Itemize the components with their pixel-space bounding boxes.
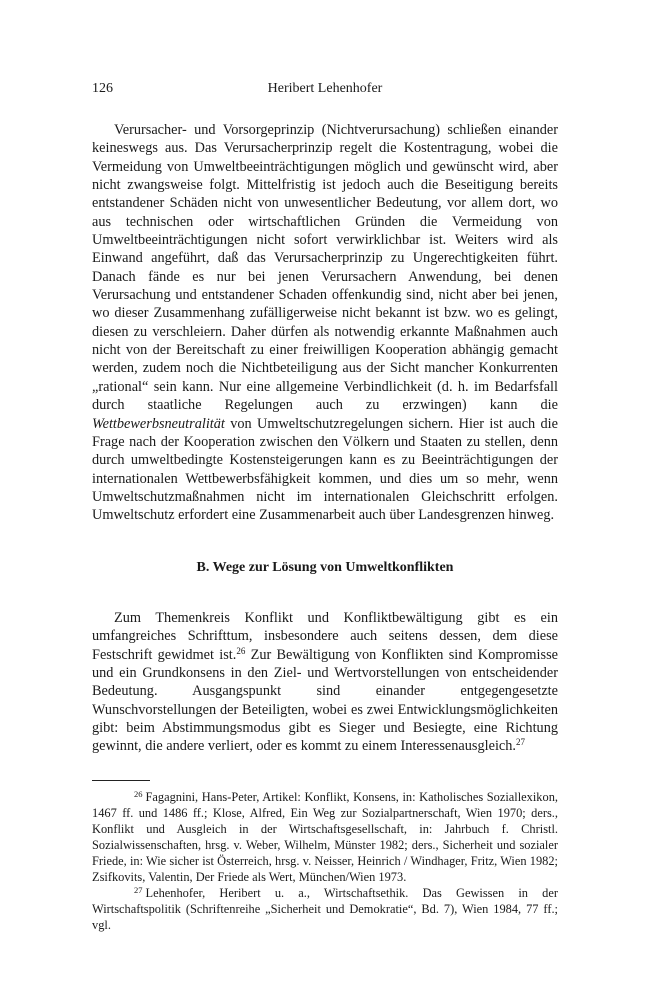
paragraph-text: Zum Themenkreis Konflikt und Konfliktbewältigung gibt es ein umfangreiches Schrifttum, insbesondere auch seitens dessen, dem diese Festschrift gewidmet ist. [92, 609, 558, 663]
footnote-divider [92, 780, 150, 781]
footnote-ref[interactable]: 26 [236, 645, 246, 656]
footnote [92, 789, 558, 886]
section-heading: B. Wege zur Lösung von Umweltkonflikten [196, 559, 454, 575]
footnote [92, 885, 558, 933]
page-number: 126 [92, 81, 113, 96]
paragraph [92, 609, 558, 756]
paragraph-text: von Umweltschutzregelungen sichern. Hier ist auch die Frage nach der Kooperation zwischen den Völkern und Staaten zu stellen, denn durch umweltbedingte Kostensteigerungen kann es zu Beeinträchtigungen der internationalen Wettbewerbsfähigkeit kommen, und dies um so mehr, wenn Umweltschutzmaßnahmen nicht im internationalen Gleichschritt erfolgen. Umweltschutz erfordert eine Zusammenarbeit auch über Landesgrenzen hinweg. [92, 415, 558, 524]
footnote-number: 27 [134, 885, 143, 896]
footnote-text: Lehenhofer, Heribert u. a., Wirtschaftsethik. Das Gewissen in der Wirtschaftspolitik (Schriftenreihe „Sicherheit und Demokratie“, Bd. 7), Wien 1984, 77 ff.; vgl. [92, 886, 558, 933]
paragraph [92, 121, 558, 525]
main-text [92, 121, 558, 934]
paragraph-text: Verursacher- und Vorsorgeprinzip (Nichtverursachung) schließen einander keineswegs aus. Das Verursacherprinzip regelt die Kostentragung, wobei die Vermeidung von Umweltbeeinträchtigungen möglich und gewünscht wird, aber nicht zwangsweise folgt. Mittelfristig ist jedoch auch die Beseitigung bereits entstandener Schäden nicht von unwesentlicher Bedeutung, vor allem dort, wo aus technischen oder wirtschaftlichen Gründen die Vermeidung von Umweltbeeinträchtigungen nicht sofort verwirklichbar ist. Weiters wird als Einwand angeführt, daß das Verursacherprinzip zu Ungerechtigkeiten führt. Danach fände es nur bei jenen Verursachern Anwendung, bei denen Verursachung und entstandener Schaden offenkundig sind, nicht aber bei jenen, wo dieser Zusammenhang zufälligerweise nicht bekannt ist bzw. wo es gelingt, diesen zu verschleiern. Daher dürfen als notwendig erkannte Maßnahmen auch nicht von der Bereitschaft zu einer freiwilligen Kooperation abhängig gemacht werden, zudem noch die Nichtbeteiligung aus der Sicht mancher Konkurrenten „rational“ sein kann. Nur eine allgemeine Verbindlichkeit (d. h. im Bedarfsfall durch staatliche Regelungen auch zu erzwingen) kann die [92, 122, 558, 414]
running-head: Heribert Lehenhofer [267, 81, 383, 96]
footnote-text: Fagagnini, Hans-Peter, Artikel: Konflikt, Konsens, in: Katholisches Soziallexikon, 1467 ff. und 1486 ff.; Klose, Alfred, Ein Weg zur Sozialpartnerschaft, Wien 1970; ders., Konflikt und Ausgleich in der Wirtschaftsgesellschaft, in: Jahrbuch f. Christl. Sozialwissenschaften, hrsg. v. Weber, Wilhelm, Münster 1982; ders., Sicherheit und sozialer Friede, in: Wie sicher ist Österreich, hrsg. v. Neisser, Heinrich / Windhager, Fritz, Wien 1982; Zsifkovits, Valentin, Der Friede als Wert, München/Wien 1973. [92, 789, 558, 885]
footnote-number: 26 [134, 788, 143, 799]
paragraph-text: Zur Bewältigung von Konflikten sind Kompromisse und ein Grundkonsens in den Ziel- und Wertvorstellungen von entscheidender Bedeutung. Ausgangspunkt sind einander entgegengesetzte Wunschvorstellungen der Beteiligten, wobei es zwei Entwicklungsmöglichkeiten gibt: beim Abstimmungsmodus gibt es Sieger und Besiegte, eine Richtung gewinnt, die andere verliert, oder es kommt zu einem Interessenausgleich. [92, 646, 558, 755]
emphasis-text: Wettbewerbsneutralität [92, 415, 225, 432]
footnote-ref[interactable]: 27 [516, 737, 525, 748]
